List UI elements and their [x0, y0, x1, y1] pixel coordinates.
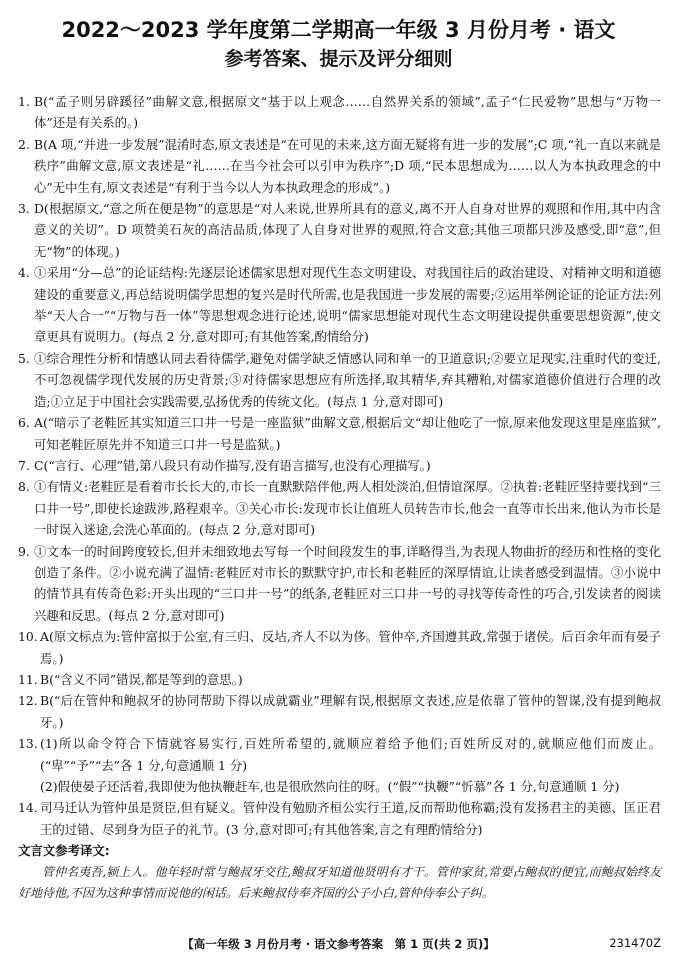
answer-item-3	[18, 198, 661, 262]
answer-text: ①采用“分—总”的论证结构:先逐层论述儒家思想对现代生态文明建设、对我国往后的政治建设、对精神文明和道德建设的重要意义,再总结说明儒学思想的复兴是时代所需,也是我国进一步发展的需要;②运用举例论证的论证方法:列举“天人合一”“万物与吾一体”等思想观念进行论述,说明“儒家思想能对现代生态文明建设提供重要思想资源”,使文章更具有说明力。(每点 2 分,意对即可;有其他答案,酌情给分)	[34, 265, 661, 345]
answer-text: B(“后在管仲和鲍叔牙的协同帮助下得以成就霸业”理解有误,根据原文表述,应是依靠了管仲的智谋,没有提到鲍叔牙。)	[40, 693, 661, 730]
answers-body	[18, 91, 661, 904]
page-footer	[0, 936, 677, 956]
translation-heading: 文言文参考译文:	[18, 843, 110, 859]
answer-number: 4.	[18, 265, 30, 281]
translation-text: 管仲名夷吾,颍上人。他年轻时常与鲍叔牙交往,鲍叔牙知道他贤明有才干。管仲家贫,常要占鲍叔的便宜,而鲍叔始终友好地待他,不因为这种事情而说他的闲话。后来鲍叔侍奉齐国的公子小白,管仲侍奉公子纠。	[18, 864, 661, 901]
answer-text: 司马迁认为管仲虽是贤臣,但有疑义。管仲没有勉励齐桓公实行王道,反而帮助他称霸;没有发扬君主的美德、匡正君王的过错、尽到身为臣子的礼节。(3 分,意对即可;有其他答案,言之有理酌情给分)	[40, 800, 661, 837]
answer-item-5	[18, 348, 661, 412]
answer-item-2	[18, 134, 661, 198]
answer-text: B(A 项,“并进一步发展”混淆时态,原文表述是“在可见的未来,这方面无疑将有进一步的发展”;C 项,“礼一直以来就是秩序”曲解文意,原文表述是“礼……在当今社会可以引申为秩序”;D 项,“民本思想成为……以人为本执政理念的中心”无中生有,原文表述是“有利于当今以人为本执政理念的形成”。)	[34, 136, 661, 195]
answer-item-9	[18, 541, 661, 627]
answer-text: C(“言行、心理”错,第八段只有动作描写,没有语言描写,也没有心理描写。)	[34, 457, 431, 473]
answer-text: D(根据原文,“意之所在便是物”的意思是“对人来说,世界所具有的意义,离不开人自身对世界的观照和作用,其中内含意义的关切”。D 项赞美石灰的高洁品质,体现了人自身对世界的观照,符合文意;其他三项都只涉及感受,即“意”,但无“物”的体现。)	[34, 201, 661, 259]
answer-number: 8.	[18, 479, 30, 495]
answer-text: A(“暗示了老鞋匠其实知道三口井一号是一座监狱”曲解文意,根据后文“却让他吃了一惊,原来他发现这里是座监狱”,可知老鞋匠原先并不知道三口井一号是监狱。)	[34, 415, 661, 452]
answer-item-1	[18, 91, 661, 134]
answer-number: 9.	[18, 543, 30, 559]
answer-text: (1)所以命令符合下情就容易实行,百姓所希望的,就顺应着给予他们;百姓所反对的,就顺应他们而废止。(“卑”“予”“去”各 1 分,句意通顺 1 分)	[40, 736, 661, 773]
answer-text: ①文本一的时间跨度较长,但并未细致地去写每一个时间段发生的事,详略得当,为表现人物曲折的经历和性格的变化创造了条件。②小说充满了温情:老鞋匠对市长的默默守护,市长和老鞋匠的深厚情谊,让读者感受到温情。③小说中的情节具有传奇色彩:开头出现的“三口井一号”的纸条,老鞋匠对三口井一号的寻找等传奇性的巧合,引发读者的阅读兴趣和反思。(每点 2 分,意对即可)	[34, 543, 661, 623]
answer-number: 11.	[18, 671, 38, 687]
answer-item-7	[18, 455, 661, 476]
answer-number: 7.	[18, 457, 30, 473]
answer-item-13	[18, 733, 661, 797]
answer-number: 10.	[18, 629, 38, 645]
answer-text-part-2: (2)假使晏子还活着,我即使为他执鞭赶车,也是很欣然向往的呀。(“假”“执鞭”“忻慕”各 1 分,句意通顺 1 分)	[40, 779, 620, 794]
answer-item-12	[18, 690, 661, 733]
answer-item-11	[18, 669, 661, 690]
answer-text: B(“含义不同”错误,都是等到的意思。)	[40, 671, 243, 687]
answer-number: 13.	[18, 736, 38, 752]
answer-number: 2.	[18, 136, 30, 152]
answer-text: B(“孟子则另辟蹊径”曲解文意,根据原文“基于以上观念……自然界关系的领域”,孟子“仁民爱物”思想与“万物一体”还是有关系的。)	[34, 94, 661, 131]
answer-text: A(原文标点为:管仲富拟于公室,有三归、反坫,齐人不以为侈。管仲卒,齐国遵其政,常强于诸侯。后百余年而有晏子焉。)	[40, 629, 661, 666]
answer-number: 1.	[18, 94, 30, 109]
answer-number: 3.	[18, 201, 30, 217]
answer-text: ①有情义:老鞋匠是看着市长长大的,市长一直默默陪伴他,两人相处淡泊,但情谊深厚。②执着:老鞋匠坚持要找到“三口井一号”,即使长途跋涉,路程艰辛。③关心市长:发现市长让值班人员转告市长,他会一直等市长出来,他认为市长是一时误入迷途,会洗心革面的。(每点 2 分,意对即可)	[34, 479, 661, 538]
answer-text: ①综合理性分析和情感认同去看待儒学,避免对儒学缺乏情感认同和单一的卫道意识;②要立足现实,注重时代的变迁,不可忽视儒学现代发展的历史背景;③对待儒家思想应有所选择,取其精华,弃其糟粕,对儒家道德价值进行合理的改造;①立足于中国社会实践需要,弘扬优秀的传统文化。(每点 1 分,意对即可)	[34, 350, 661, 409]
answer-number: 12.	[18, 693, 38, 709]
answer-number: 6.	[18, 415, 30, 431]
answer-number: 14.	[18, 800, 38, 816]
page-subtitle: 参考答案、提示及评分细则	[224, 48, 453, 70]
answer-item-4	[18, 262, 661, 348]
answer-item-6	[18, 412, 661, 455]
page-title: 2022～2023 学年度第二学期高一年级 3 月份月考 · 语文	[61, 18, 616, 42]
footer-page-info: 【高一年级 3 月份月考 · 语文参考答案 第 1 页(共 2 页)】	[182, 937, 495, 951]
footer-doc-code: 231470Z	[609, 936, 661, 950]
answer-item-14	[18, 797, 661, 840]
answer-item-8	[18, 476, 661, 540]
answer-number: 5.	[18, 350, 30, 366]
answer-item-10	[18, 626, 661, 669]
